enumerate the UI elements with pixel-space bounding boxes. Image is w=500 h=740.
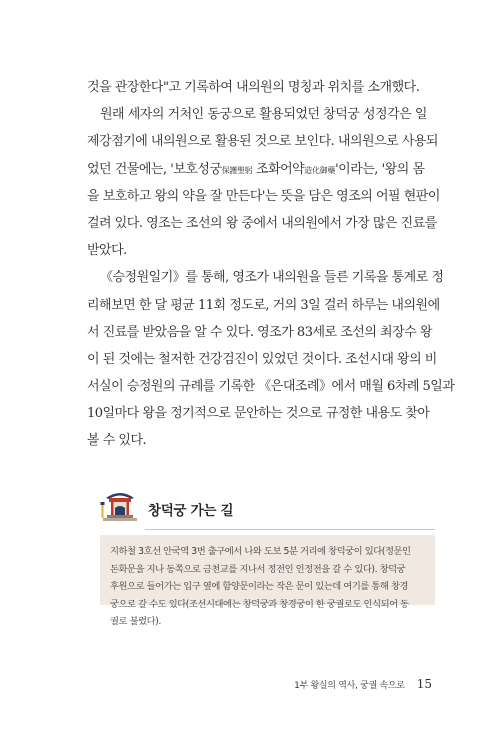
body-line-part: 었던 건물에는, '보호성궁 <box>87 161 222 177</box>
body-line: 원래 세자의 거처인 동궁으로 활용되었던 창덕궁 성정각은 일 <box>100 107 427 123</box>
directions-line: 돈화문을 지나 동쪽으로 금천교를 지나서 정전인 인정전을 갈 수 있다). 창덕궁 <box>110 563 406 575</box>
body-line: 《승정원일기》를 통해, 영조가 내의원을 들른 기록을 통계로 정 <box>100 270 444 286</box>
directions-line: 지하철 3호선 안국역 3번 출구에서 나와 도보 5분 거리에 창덕궁이 있다(정문인 <box>110 546 411 557</box>
guide-title: 창덕궁 가는 길 <box>148 503 234 519</box>
page-number: 15 <box>416 677 432 691</box>
body-line: 것을 관장한다"고 기록하여 내의원의 명칭과 위치를 소개했다. <box>87 80 420 95</box>
chapter-title: 1부 왕실의 역사, 궁궐 속으로 <box>294 681 405 691</box>
body-line: 10일마다 왕을 정기적으로 문안하는 것으로 규정한 내용도 찾아 <box>87 406 430 422</box>
divider <box>145 529 435 530</box>
body-text <box>87 74 455 455</box>
body-line: 리해보면 한 달 평균 11회 정도로, 거의 3일 걸러 하루는 내의원에 <box>87 297 440 313</box>
directions-line: 궁으로 갈 수도 있다(조선시대에는 창덕궁과 창경궁이 한 궁궐로도 인식되어 동 <box>110 598 409 610</box>
directions-line: 후원으로 들어가는 입구 옆에 함양문이라는 작은 문이 있는데 여기를 통해 창경 <box>110 581 409 593</box>
body-line: 볼 수 있다. <box>87 433 147 449</box>
body-line: 제강점기에 내의원으로 활용된 것으로 보인다. 내의원으로 사용되 <box>87 134 438 150</box>
body-line <box>87 156 425 183</box>
body-line: 받았다. <box>87 243 127 259</box>
guide-heading <box>100 485 435 535</box>
body-line: 서 진료를 받았음을 알 수 있다. 영조가 83세로 조선의 최장수 왕 <box>87 324 432 340</box>
palace-gate-icon <box>100 485 140 529</box>
body-line-part: 조화어약 <box>252 161 305 177</box>
body-line: 서실이 승정원의 규례를 기록한 《은대조례》에서 매월 6차례 5일과 <box>87 379 455 395</box>
page-footer <box>294 677 432 691</box>
body-line: 걸려 있다. 영조는 조선의 왕 중에서 내의원에서 가장 많은 진료를 <box>87 215 437 231</box>
directions-line: 궐로 불렸다). <box>110 616 161 628</box>
hanja-annotation: 造化御藥 <box>304 165 336 175</box>
hanja-annotation: 保護聖躬 <box>221 165 253 175</box>
body-line-part: '이라는, '왕의 몸 <box>335 161 425 177</box>
body-line: 이 된 것에는 철저한 건강검진이 있었던 것이다. 조선시대 왕의 비 <box>87 351 437 367</box>
body-line: 을 보호하고 왕의 약을 잘 만든다'는 뜻을 담은 영조의 어필 현판이 <box>87 188 440 204</box>
directions-box <box>100 535 435 628</box>
